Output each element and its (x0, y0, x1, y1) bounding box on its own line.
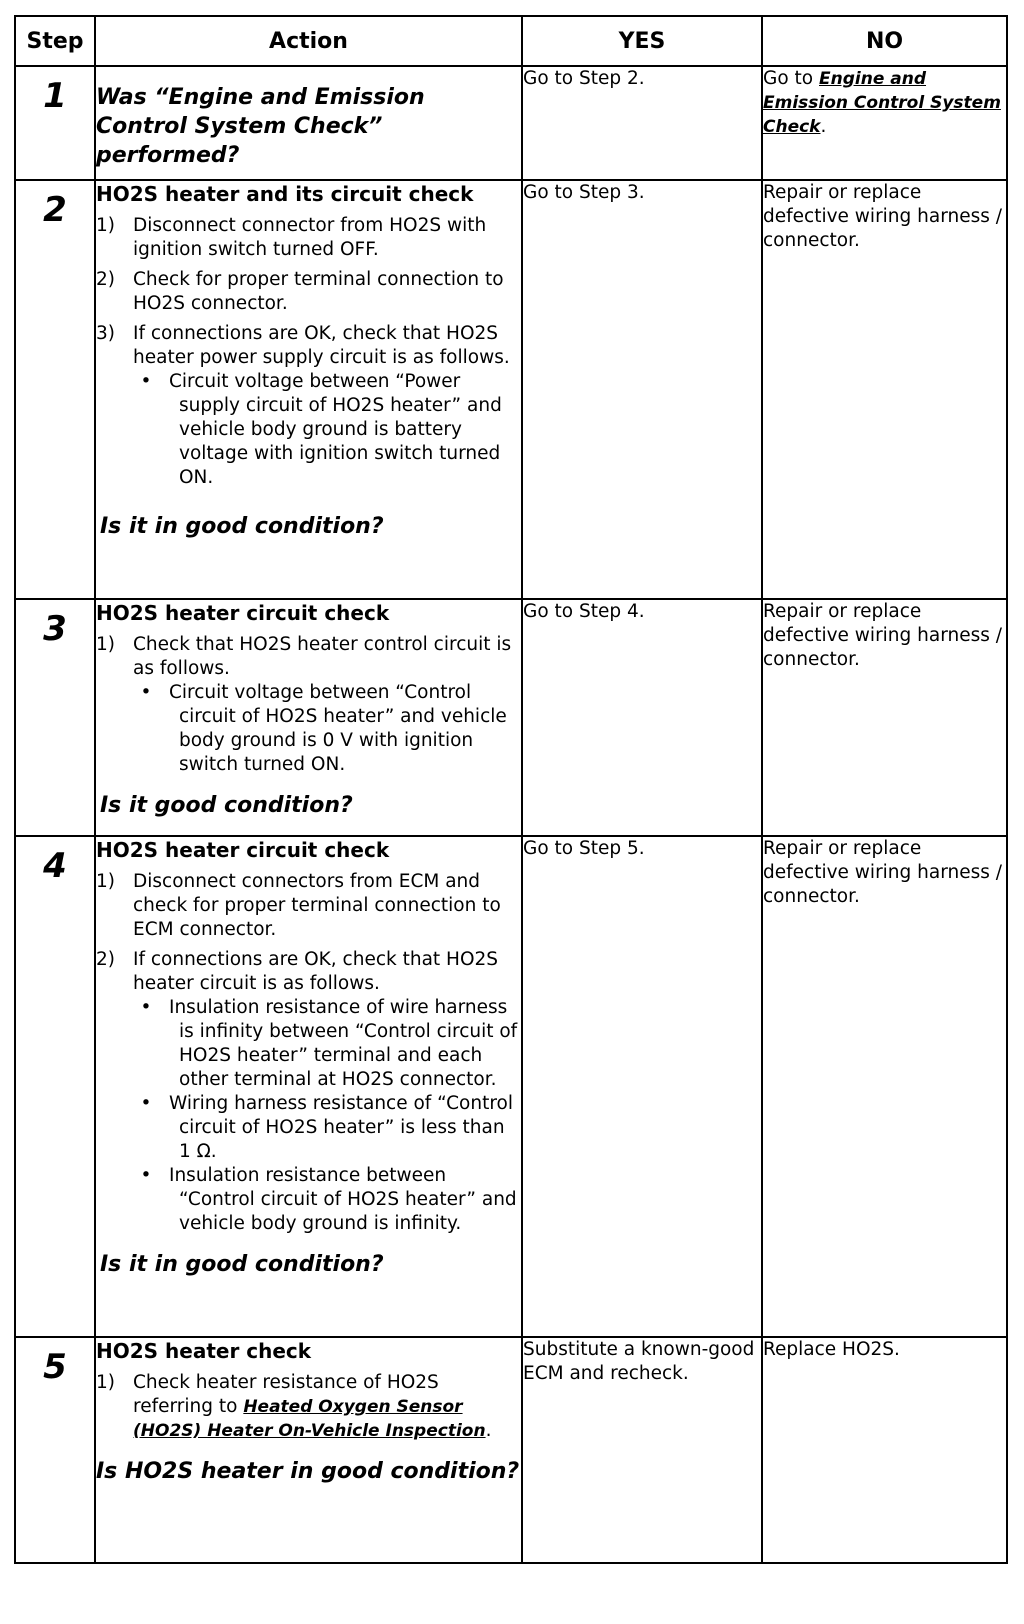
condition-item: • Insulation resistance between “Control circuit of HO2S heater” and vehicle body ground is infinity. (140, 1165, 517, 1234)
procedure-item: 1) Disconnect connector from HO2S with ignition switch turned OFF. (96, 215, 487, 260)
condition-list (133, 681, 521, 777)
condition-item: • Insulation resistance of wire harness is infinity between “Control circuit of HO2S heater” terminal and each other terminal at HO2S connector. (140, 997, 518, 1090)
step-number: 1 (43, 76, 67, 116)
procedure-item: 2) If connections are OK, check that HO2S heater circuit is as follows. • Insulation resistance of wire harness is infinity between “Control circuit of HO2S heater” terminal and each other terminal at HO2S connector. • Wiring harness resistance of “Control circuit of HO2S heater” is less than 1 Ω. • Insulation resistance between “Control circuit of HO2S heater” and vehicle body ground is infinity. (96, 948, 521, 1236)
procedure-item: 2) Check for proper terminal connection to HO2S connector. (96, 269, 504, 314)
yes-cell: Go to Step 4. (522, 599, 762, 836)
step-question: Is HO2S heater in good condition? (96, 1459, 520, 1484)
step-title: HO2S heater circuit check (96, 838, 390, 862)
no-text-prefix: Go to (763, 68, 819, 89)
yes-cell: Go to Step 3. (522, 180, 762, 599)
procedure-list (96, 214, 521, 490)
procedure-item: 1) Check heater resistance of HO2S referring to Heated Oxygen Sensor (HO2S) Heater On-Vehicle Inspection. (96, 1372, 492, 1441)
condition-item: • Circuit voltage between “Control circuit of HO2S heater” and vehicle body ground is 0 V with ignition switch turned ON. (140, 682, 507, 775)
header-step: Step (15, 16, 95, 66)
procedure-item: 1) Check that HO2S heater control circuit is as follows. • Circuit voltage between “Control circuit of HO2S heater” and vehicle body ground is 0 V with ignition switch turned ON. (96, 633, 521, 777)
step-row-1 (15, 66, 1007, 180)
step-row-4 (15, 836, 1007, 1337)
header-no: NO (762, 16, 1007, 66)
procedure-item: 1) Disconnect connectors from ECM and check for proper terminal connection to ECM connector. (96, 871, 501, 940)
yes-cell: Substitute a known-good ECM and recheck. (522, 1337, 762, 1563)
step-question: Was “Engine and Emission Control System Check” performed? (96, 85, 425, 168)
no-cell: Replace HO2S. (762, 1337, 1007, 1563)
step-number: 4 (43, 846, 67, 886)
ho2s-inspection-link[interactable]: Heated Oxygen Sensor (HO2S) Heater On-Vehicle Inspection (133, 1397, 486, 1441)
step-title: HO2S heater circuit check (96, 601, 390, 625)
step-row-2 (15, 180, 1007, 599)
header-action: Action (95, 16, 522, 66)
no-cell: Repair or replace defective wiring harness / connector. (762, 599, 1007, 836)
step-question: Is it good condition? (100, 793, 353, 818)
step-number: 3 (43, 609, 67, 649)
step-row-5 (15, 1337, 1007, 1563)
condition-list (133, 370, 521, 490)
step-title: HO2S heater check (96, 1339, 312, 1363)
step-question: Is it in good condition? (100, 514, 384, 539)
step-question: Is it in good condition? (100, 1252, 384, 1277)
condition-item: • Circuit voltage between “Power supply circuit of HO2S heater” and vehicle body ground is battery voltage with ignition switch turned ON. (140, 371, 502, 488)
procedure-list (96, 1371, 521, 1443)
condition-item: • Wiring harness resistance of “Control circuit of HO2S heater” is less than 1 Ω. (140, 1093, 513, 1162)
no-cell: Repair or replace defective wiring harness / connector. (762, 836, 1007, 1337)
condition-list (133, 996, 521, 1236)
no-cell: Repair or replace defective wiring harness / connector. (762, 180, 1007, 599)
step-row-3 (15, 599, 1007, 836)
step-number: 5 (43, 1347, 67, 1387)
no-cell (762, 66, 1007, 180)
yes-cell: Go to Step 5. (522, 836, 762, 1337)
diagnostic-flow-table (14, 15, 1008, 1564)
procedure-item: 3) If connections are OK, check that HO2S heater power supply circuit is as follows. • Circuit voltage between “Power supply circuit of HO2S heater” and vehicle body ground is battery voltage with ignition switch turned ON. (96, 322, 521, 490)
engine-emission-check-link[interactable]: Engine and Emission Control System Check (763, 69, 1001, 137)
yes-cell: Go to Step 2. (522, 66, 762, 180)
no-text-suffix: . (820, 116, 827, 137)
header-yes: YES (522, 16, 762, 66)
procedure-list (96, 633, 521, 777)
step-number: 2 (43, 190, 67, 230)
step-title: HO2S heater and its circuit check (96, 182, 474, 206)
procedure-list (96, 870, 521, 1236)
header-row (15, 16, 1007, 66)
